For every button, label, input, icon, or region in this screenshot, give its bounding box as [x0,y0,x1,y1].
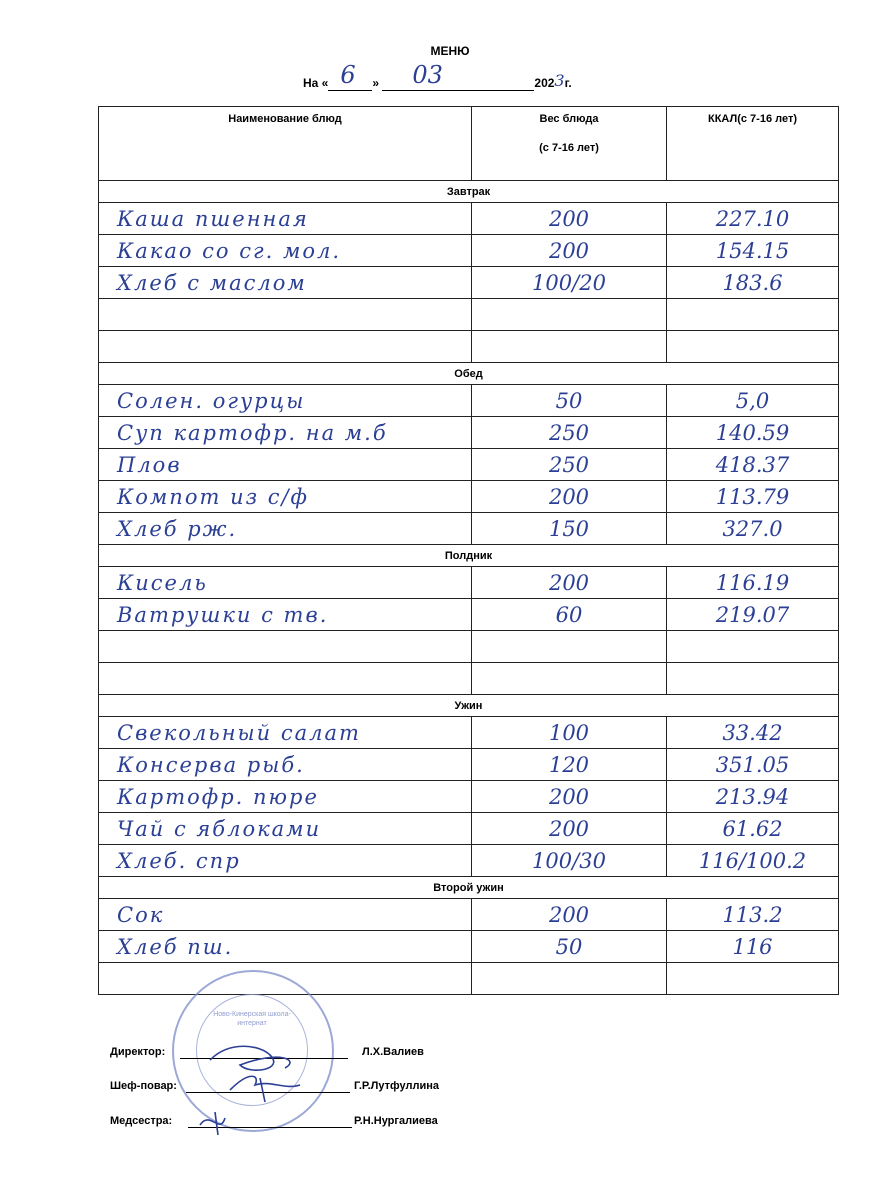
section-header-row [99,545,839,567]
signature-nurse [110,1115,438,1127]
section-title: Ужин [99,695,839,717]
dish-name-cell [99,631,472,663]
section-header-row [99,363,839,385]
dish-name-cell: Солен. огурцы [99,385,472,417]
page-title: МЕНЮ [430,44,470,58]
dish-name-cell [99,331,472,363]
dish-name-cell: Какао со сг. мол. [99,235,472,267]
dish-name-cell: Хлеб пш. [99,931,472,963]
year-digit: 3 [554,71,565,90]
year-suffix: г. [564,76,572,90]
dish-name-cell: Хлеб. спр [99,845,472,877]
dish-weight-cell [472,663,667,695]
dish-weight-cell: 200 [472,203,667,235]
dish-kcal-cell: 140.59 [667,417,839,449]
menu-table [98,106,839,995]
table-row [99,717,839,749]
dish-weight-cell: 250 [472,449,667,481]
dish-name-cell: Сок [99,899,472,931]
date-line [303,61,572,91]
table-row [99,203,839,235]
dish-kcal-cell: 113.2 [667,899,839,931]
dish-name-cell: Хлеб с маслом [99,267,472,299]
table-row [99,749,839,781]
signature-name: Л.Х.Валиев [362,1046,424,1058]
section-title: Второй ужин [99,877,839,899]
dish-name-cell: Плов [99,449,472,481]
section-title: Завтрак [99,181,839,203]
dish-weight-cell: 60 [472,599,667,631]
section-header-row [99,877,839,899]
col-header-name: Наименование блюд [99,107,472,181]
table-row [99,267,839,299]
date-prefix: На « [303,76,329,90]
dish-weight-cell: 250 [472,417,667,449]
dish-weight-cell: 120 [472,749,667,781]
dish-weight-cell: 150 [472,513,667,545]
section-title: Полдник [99,545,839,567]
table-row [99,385,839,417]
section-header-row [99,181,839,203]
dish-name-cell: Компот из с/ф [99,481,472,513]
table-row [99,481,839,513]
dish-weight-cell: 200 [472,567,667,599]
dish-name-cell: Свекольный салат [99,717,472,749]
table-row [99,663,839,695]
dish-kcal-cell: 116 [667,931,839,963]
section-header-row [99,695,839,717]
table-row [99,449,839,481]
dish-weight-cell: 100 [472,717,667,749]
day-value: 6 [340,61,356,89]
dish-name-cell: Картофр. пюре [99,781,472,813]
table-row [99,631,839,663]
dish-kcal-cell: 113.79 [667,481,839,513]
dish-kcal-cell [667,631,839,663]
dish-weight-cell [472,331,667,363]
dish-weight-cell: 200 [472,781,667,813]
dish-name-cell: Суп картофр. на м.б [99,417,472,449]
dish-kcal-cell [667,663,839,695]
year-prefix: 202 [534,76,555,90]
dish-kcal-cell: 418.37 [667,449,839,481]
dish-kcal-cell: 116.19 [667,567,839,599]
weight-header-line1: Вес блюда [539,113,599,125]
month-value: 03 [412,61,443,89]
col-header-weight [472,107,667,181]
dish-kcal-cell: 327.0 [667,513,839,545]
day-field [328,61,372,91]
dish-name-cell: Кисель [99,567,472,599]
table-row [99,813,839,845]
table-row [99,567,839,599]
dish-name-cell [99,299,472,331]
dish-weight-cell [472,963,667,995]
dish-kcal-cell: 61.62 [667,813,839,845]
table-row [99,845,839,877]
dish-weight-cell: 50 [472,385,667,417]
col-header-kcal: ККАЛ(с 7-16 лет) [667,107,839,181]
dish-name-cell: Ватрушки с тв. [99,599,472,631]
month-field [382,61,534,91]
signature-role: Директор: [110,1046,166,1058]
signature-name: Р.Н.Нургалиева [354,1115,438,1127]
dish-kcal-cell: 33.42 [667,717,839,749]
signature-role: Медсестра: [110,1115,173,1127]
dish-kcal-cell: 116/100.2 [667,845,839,877]
weight-header-line2: (с 7-16 лет) [539,142,599,154]
dish-kcal-cell: 183.6 [667,267,839,299]
table-row [99,599,839,631]
dish-name-cell: Чай с яблоками [99,813,472,845]
dish-weight-cell [472,299,667,331]
stamp-text: Ново-Кинерская школа-интернат [213,1011,291,1027]
table-row [99,931,839,963]
handwritten-signatures [190,1030,340,1140]
dish-kcal-cell: 351.05 [667,749,839,781]
dish-weight-cell: 100/20 [472,267,667,299]
table-header [99,107,839,181]
dish-weight-cell: 200 [472,235,667,267]
dish-weight-cell: 200 [472,813,667,845]
dish-kcal-cell: 213.94 [667,781,839,813]
dish-kcal-cell [667,299,839,331]
dish-name-cell: Хлеб рж. [99,513,472,545]
table-row [99,331,839,363]
dish-weight-cell [472,631,667,663]
dish-kcal-cell: 5,0 [667,385,839,417]
dish-weight-cell: 100/30 [472,845,667,877]
table-row [99,899,839,931]
signature-chef [110,1080,439,1092]
dish-name-cell [99,663,472,695]
dish-kcal-cell: 219.07 [667,599,839,631]
dish-name-cell: Консерва рыб. [99,749,472,781]
signature-director [110,1046,424,1058]
dish-weight-cell: 200 [472,481,667,513]
dish-name-cell: Каша пшенная [99,203,472,235]
table-row [99,417,839,449]
table-row [99,299,839,331]
table-row [99,235,839,267]
signature-role: Шеф-повар: [110,1080,177,1092]
signature-name: Г.Р.Лутфуллина [354,1080,439,1092]
dish-weight-cell: 200 [472,899,667,931]
dish-weight-cell: 50 [472,931,667,963]
dish-kcal-cell: 227.10 [667,203,839,235]
table-row [99,513,839,545]
dish-kcal-cell [667,963,839,995]
dish-kcal-cell [667,331,839,363]
date-sep: » [372,76,380,90]
section-title: Обед [99,363,839,385]
table-row [99,781,839,813]
dish-kcal-cell: 154.15 [667,235,839,267]
